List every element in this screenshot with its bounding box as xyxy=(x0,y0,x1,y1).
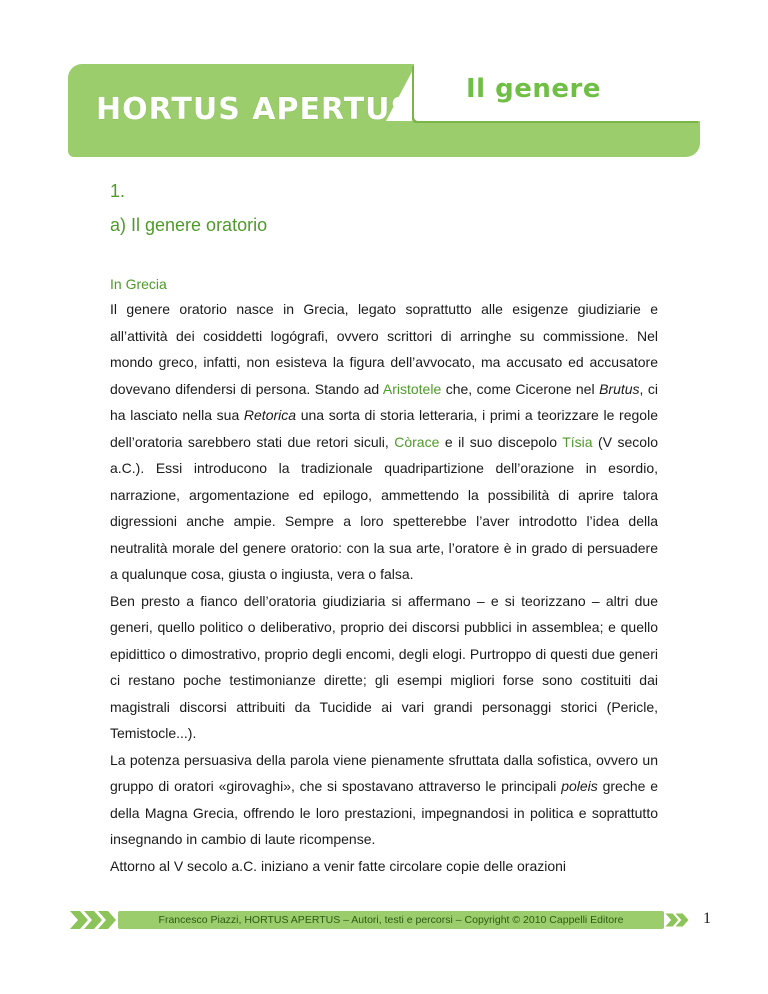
text-run: greche e della Magna Grecia, offrendo le loro prestazioni, impegnandosi in politica e soprattutto insegnando in cambio di laute ricompense. xyxy=(110,778,659,847)
italic-poleis: poleis xyxy=(561,778,598,794)
paragraph-1 xyxy=(110,296,658,588)
page-number: 1 xyxy=(703,910,711,927)
highlight-aristotele: Aristotele xyxy=(382,380,442,397)
highlight-tisia: Tísia xyxy=(562,433,593,450)
body-text xyxy=(110,296,658,879)
brand-title: HORTUS APERTUS xyxy=(96,92,414,127)
text-run: , ci ha lasciato nella sua xyxy=(110,380,659,423)
subsection-heading: In Grecia xyxy=(110,276,167,292)
text-run: (V secolo a.C.). Essi introducono la tradizionale quadripartizione dell’orazione in esordio, narrazione, argomentazione ed epilogo, ammettendo la possibilità di aprire talora digressioni anche ampie. Sempre a loro spetterebbe l’aver introdotto l’idea della neutralità morale del genere oratorio: con la sua arte, l’oratore è in grado di persuadere a qualunque cosa, giusta o ingiusta, vera o falsa. xyxy=(110,433,658,582)
chevrons-icon xyxy=(68,909,118,931)
header-tab-wedge xyxy=(386,64,416,121)
text-run: Il genere oratorio nasce in Grecia, legato soprattutto alle esigenze giudiziarie e all’attività dei cosiddetti logógrafi, ovvero scrittori di arringhe su commissione. Nel mondo greco, infatti, non esisteva la figura dell’avvocato, ma accusato ed accusatore dovevano difendersi di persona. Stando ad xyxy=(110,301,658,397)
text-run: che, come Cicerone nel xyxy=(441,380,600,397)
footer-credit: Francesco Piazzi, HORTUS APERTUS – Autori, testi e percorsi – Copyright © 2010 Cappelli Editore xyxy=(118,911,664,929)
italic-brutus: Brutus xyxy=(599,380,640,397)
paragraph-3 xyxy=(110,747,658,853)
section-number: 1. xyxy=(110,181,126,201)
text-run: una sorta di storia letteraria, i primi a teorizzare le regole dell’oratoria sarebbero stati due retori siculi, xyxy=(110,407,658,450)
italic-retorica: Retorica xyxy=(243,407,297,423)
page-footer xyxy=(68,908,700,932)
paragraph-2: Ben presto a fianco dell’oratoria giudiziaria si affermano – e si teorizzano – altri due generi, quello politico o deliberativo, proprio dei discorsi pubblici in assemblea; e quello epidittico o dimostrativo, proprio degli encomi, degli elogi. Purtroppo di questi due generi ci restano poche testimonianze dirette; gli esempi migliori forse sono costituiti dai magistrali discorsi attribuiti da Tucidide ai vari grandi personaggi storici (Pericle, Temistocle...). xyxy=(110,592,658,741)
text-run: La potenza persuasiva della parola viene pienamente sfruttata dalla sofistica, ovvero un gruppo di oratori «girovaghi», che si spostavano attraverso le principali xyxy=(110,751,658,794)
section-title: Il genere xyxy=(466,74,601,104)
paragraph-4: Attorno al V secolo a.C. iniziano a venir fatte circolare copie delle orazioni xyxy=(110,857,567,874)
text-run: e il suo discepolo xyxy=(439,433,563,450)
chapter-heading: a) Il genere oratorio xyxy=(110,215,268,235)
highlight-corace: Còrace xyxy=(394,433,440,450)
chevrons-end-icon xyxy=(664,909,700,931)
